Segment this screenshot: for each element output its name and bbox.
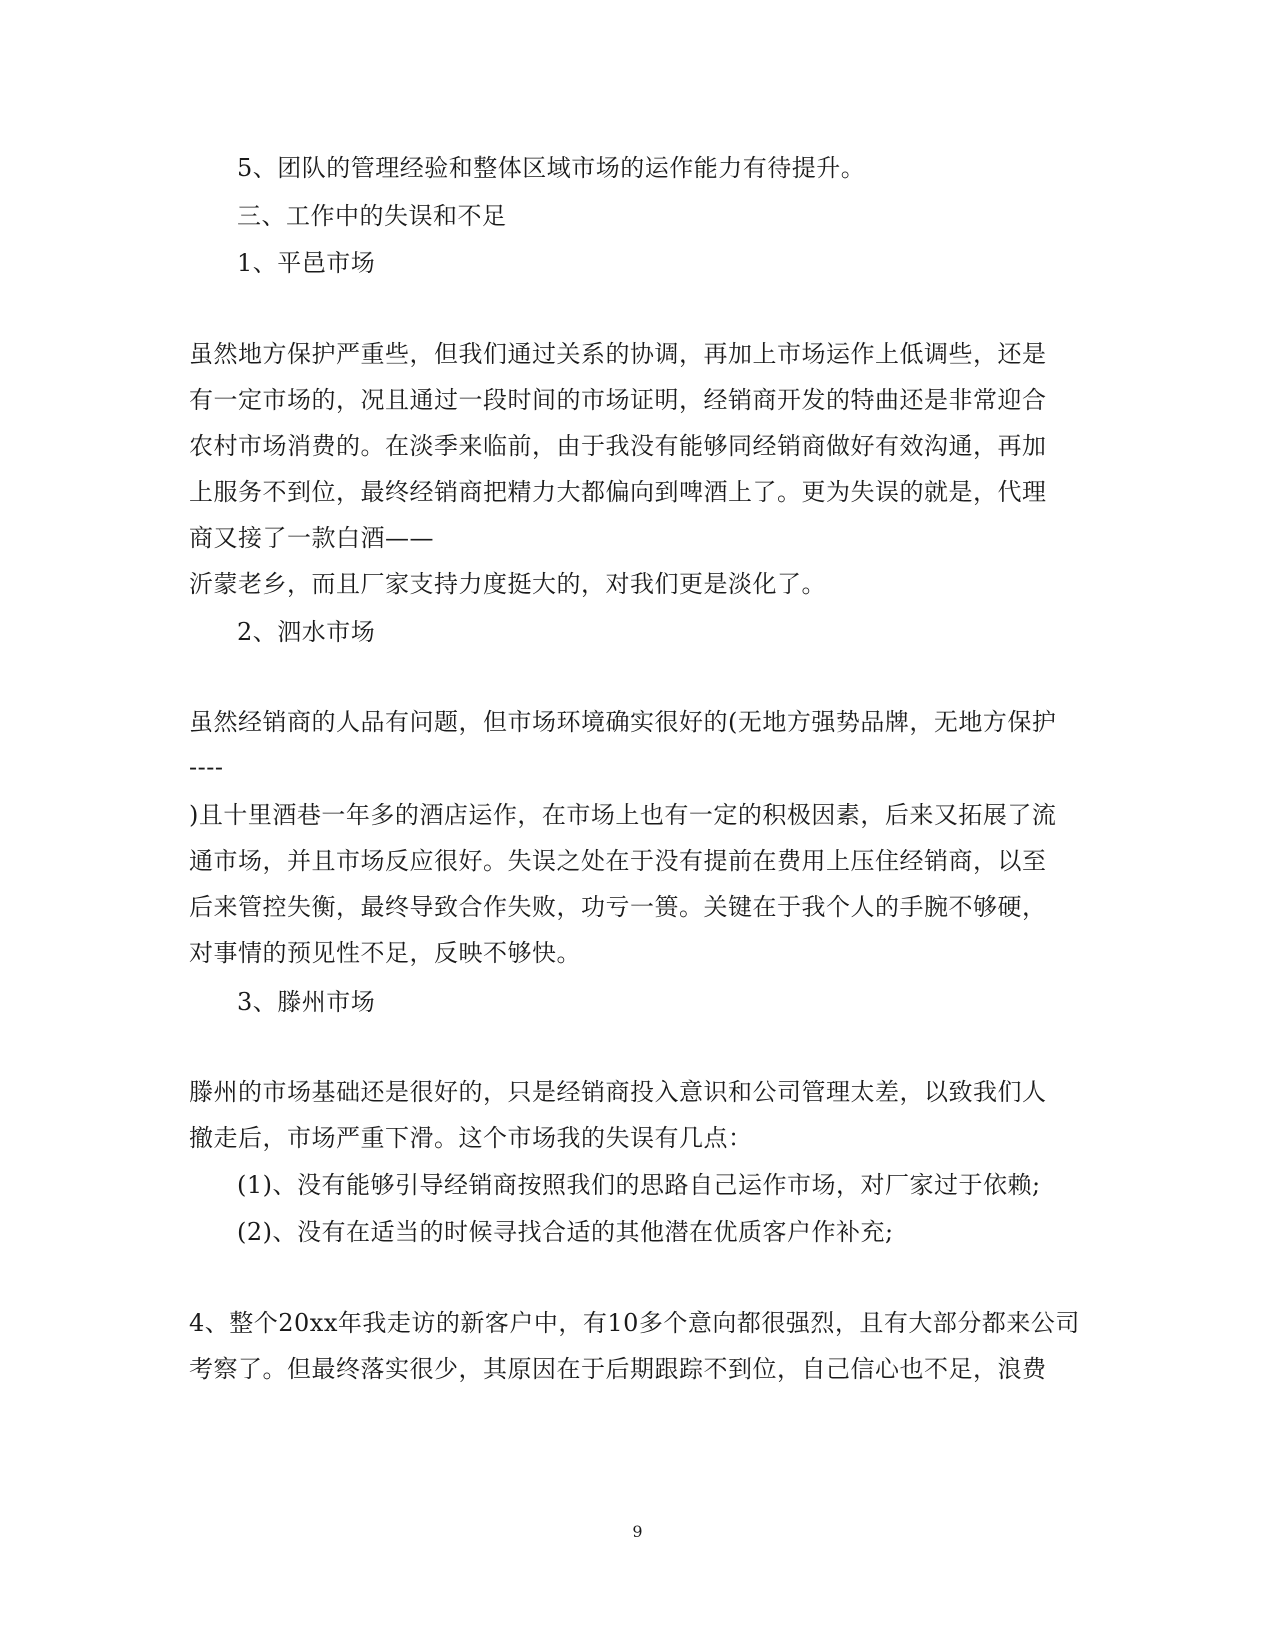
subheading-tengzhou: 3、滕州市场 bbox=[237, 988, 376, 1016]
sishui-line-4: 通市场，并且市场反应很好。失误之处在于没有提前在费用上压住经销商，以至 bbox=[189, 847, 1047, 875]
paragraph-item-4-line-2: 考察了。但最终落实很少，其原因在于后期跟踪不到位，自己信心也不足，浪费 bbox=[189, 1355, 1047, 1383]
sishui-line-2: ---- bbox=[189, 753, 224, 781]
sishui-line-6: 对事情的预见性不足，反映不够快。 bbox=[189, 939, 581, 967]
subheading-sishui: 2、泗水市场 bbox=[237, 618, 376, 646]
paragraph-item-4-line-1: 4、整个20xx年我走访的新客户中，有10多个意向都很强烈，且有大部分都来公司 bbox=[189, 1309, 1080, 1337]
tengzhou-line-2: 撤走后，市场严重下滑。这个市场我的失误有几点： bbox=[189, 1124, 753, 1152]
paragraph-item-5: 5、团队的管理经验和整体区域市场的运作能力有待提升。 bbox=[237, 154, 866, 182]
pingyi-line-5: 商又接了一款白酒—— bbox=[189, 524, 434, 552]
pingyi-line-4: 上服务不到位，最终经销商把精力大都偏向到啤酒上了。更为失误的就是，代理 bbox=[189, 478, 1047, 506]
sishui-line-5: 后来管控失衡，最终导致合作失败，功亏一篑。关键在于我个人的手腕不够硬， bbox=[189, 893, 1047, 921]
section-heading-3: 三、工作中的失误和不足 bbox=[237, 202, 507, 230]
pingyi-line-1: 虽然地方保护严重些，但我们通过关系的协调，再加上市场运作上低调些，还是 bbox=[189, 340, 1047, 368]
tengzhou-line-1: 滕州的市场基础还是很好的，只是经销商投入意识和公司管理太差，以致我们人 bbox=[189, 1078, 1047, 1106]
sishui-line-3: )且十里酒巷一年多的酒店运作，在市场上也有一定的积极因素，后来又拓展了流 bbox=[189, 801, 1057, 829]
pingyi-line-2: 有一定市场的，况且通过一段时间的市场证明，经销商开发的特曲还是非常迎合 bbox=[189, 386, 1047, 414]
page-number: 9 bbox=[632, 1522, 643, 1541]
tengzhou-point-1: (1)、没有能够引导经销商按照我们的思路自己运作市场，对厂家过于依赖; bbox=[237, 1171, 1041, 1199]
pingyi-line-6: 沂蒙老乡，而且厂家支持力度挺大的，对我们更是淡化了。 bbox=[189, 570, 826, 598]
tengzhou-point-2: (2)、没有在适当的时候寻找合适的其他潜在优质客户作补充; bbox=[237, 1218, 894, 1246]
sishui-line-1: 虽然经销商的人品有问题，但市场环境确实很好的(无地方强势品牌，无地方保护 bbox=[189, 708, 1057, 736]
pingyi-line-3: 农村市场消费的。在淡季来临前，由于我没有能够同经销商做好有效沟通，再加 bbox=[189, 432, 1047, 460]
subheading-pingyi: 1、平邑市场 bbox=[237, 249, 376, 277]
